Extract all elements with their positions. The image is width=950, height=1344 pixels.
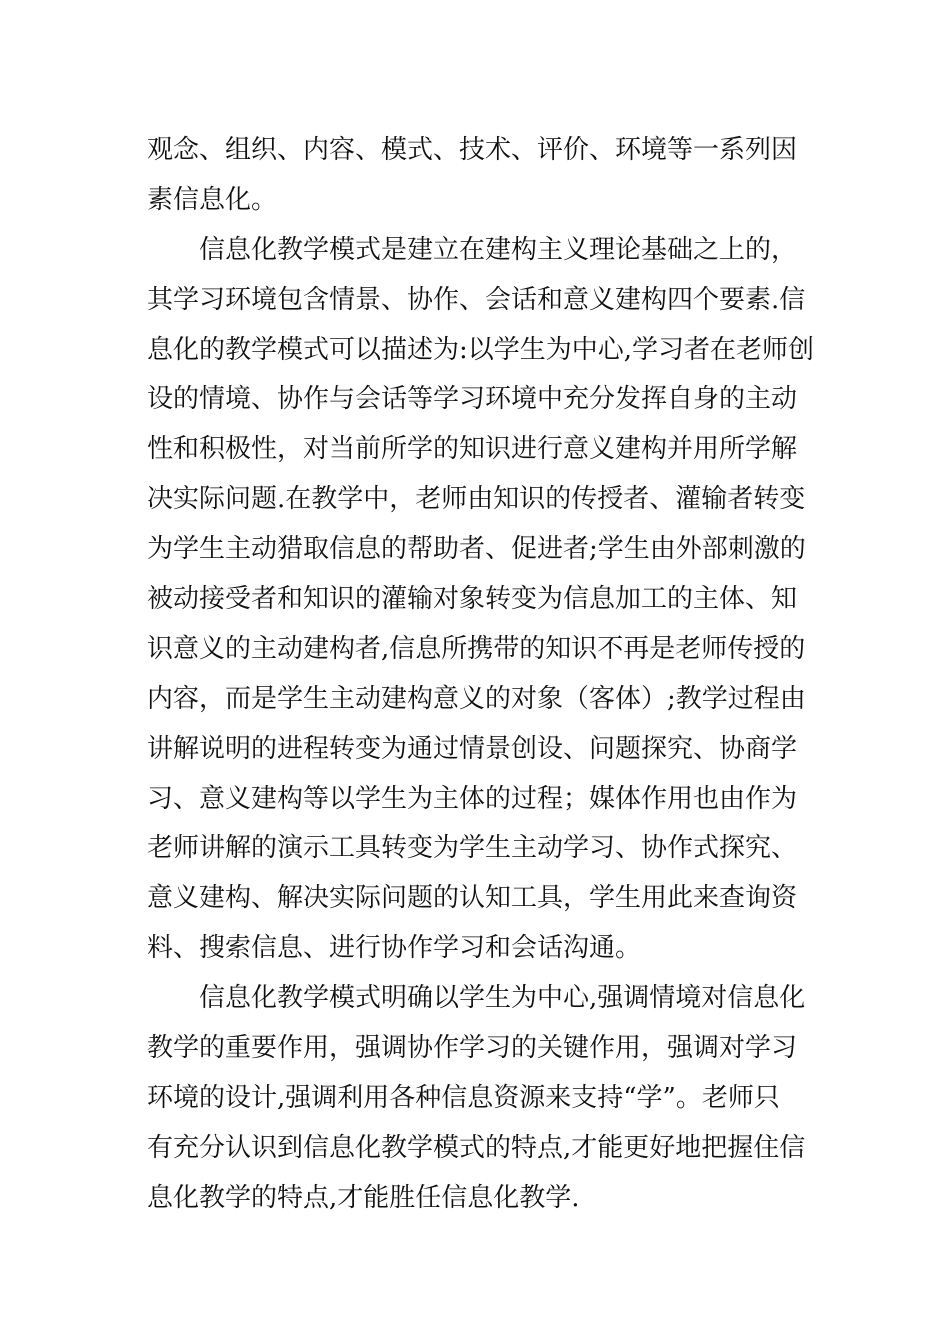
text-line-1: 观念、组织、内容、模式、技术、评价、环境等一系列因 [147, 135, 798, 165]
text-line-6: 设的情境、协作与会话等学习环境中充分发挥自身的主动 [147, 384, 798, 415]
text-line-14: 习、意义建构等以学生为主体的过程；媒体作用也由作为 [147, 783, 798, 814]
text-line-18: 信息化教学模式明确以学生为中心,强调情境对信息化 [199, 983, 806, 1014]
text-line-21: 有充分认识到信息化教学模式的特点,才能更好地把握住信 [147, 1132, 806, 1163]
text-line-9: 为学生主动猎取信息的帮助者、促进者;学生由外部刺激的 [147, 534, 806, 565]
text-line-16: 意义建构、解决实际问题的认知工具，学生用此来查询资 [147, 883, 798, 914]
text-line-22: 息化教学的特点,才能胜任信息化教学. [147, 1182, 580, 1213]
text-line-13: 讲解说明的进程转变为通过情景创设、问题探究、协商学 [147, 733, 798, 764]
text-line-19: 教学的重要作用，强调协作学习的关键作用，强调对学习 [147, 1033, 798, 1064]
text-line-8: 决实际问题.在教学中，老师由知识的传授者、灌输者转变 [147, 484, 806, 515]
text-line-15: 老师讲解的演示工具转变为学生主动学习、协作式探究、 [147, 833, 798, 864]
text-line-12: 内容，而是学生主动建构意义的对象（客体）;教学过程由 [147, 683, 806, 714]
text-line-10: 被动接受者和知识的灌输对象转变为信息加工的主体、知 [147, 584, 798, 615]
text-line-5: 息化的教学模式可以描述为:以学生为中心,学习者在老师创 [147, 334, 815, 365]
text-line-17: 料、搜索信息、进行协作学习和会话沟通。 [147, 933, 642, 964]
text-line-3: 信息化教学模式是建立在建构主义理论基础之上的， [199, 234, 798, 265]
text-line-4: 其学习环境包含情景、协作、会话和意义建构四个要素.信 [147, 284, 806, 315]
document-body [147, 126, 815, 1224]
text-line-2: 素信息化。 [147, 184, 278, 215]
text-line-11: 识意义的主动建构者,信息所携带的知识不再是老师传授的 [147, 633, 806, 664]
text-line-20: 环境的设计,强调利用各种信息资源来支持“学”。老师只 [147, 1082, 780, 1113]
text-line-7: 性和积极性，对当前所学的知识进行意义建构并用所学解 [147, 434, 798, 465]
